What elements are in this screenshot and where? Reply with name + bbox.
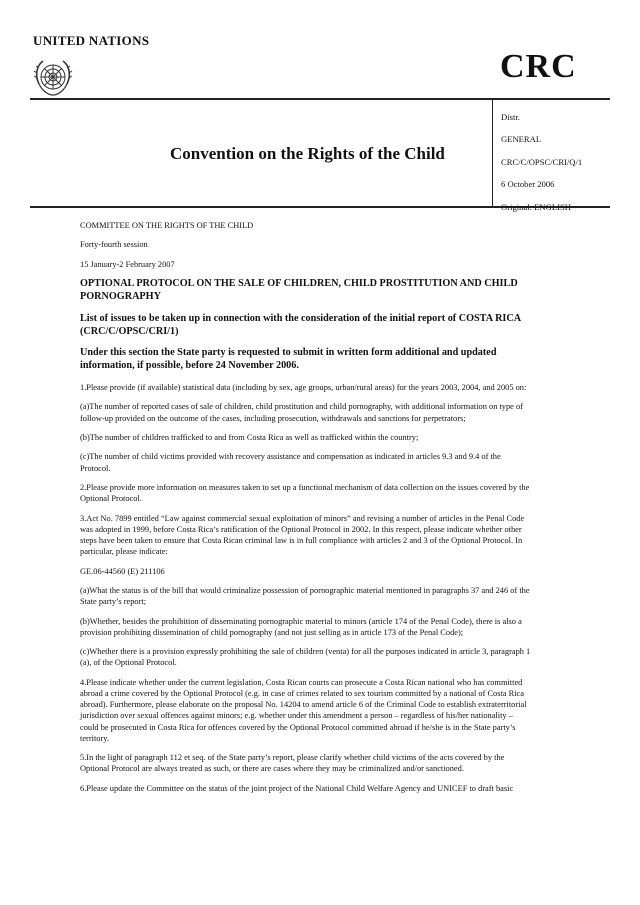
paragraph: 5.In the light of paragraph 112 et seq. of the State party’s report, please clarify whether child victims of the acts covered by the Optional Protocol are always treated as such, or there are cases where they may be criminalized and/or sanctioned. bbox=[80, 753, 505, 774]
header-vertical-divider bbox=[492, 98, 493, 206]
original-language: Original: ENGLISH bbox=[501, 201, 571, 212]
paragraph: 6.Please update the Committee on the status of the joint project of the National Child Welfare Agency and UNICEF to draft basic bbox=[80, 783, 514, 793]
job-number: GE.06-44560 (E) 211106 bbox=[80, 566, 165, 576]
paragraph: 4.Please indicate whether under the current legislation, Costa Rican courts can prosecute a Costa Rican national who has committed abroad a crime covered by the Optional Protocol (e.g. in case of crimes related to sex tourism committed by a national of Costa Rica abroad). Furthermore, please elaborate on the proposal No. 14204 to amend article 6 of the Criminal Code to establish extraterritorial jurisdiction over sexual offences against minors; e.g. whether under this amendment a person – regardless of his/her nationality – could be prosecuted in Costa Rica for offences covered by the Optional Protocol committed abroad if he/she is in the State party’s territory. bbox=[80, 677, 527, 743]
document-body bbox=[80, 220, 532, 802]
paragraph: (b)Whether, besides the prohibition of disseminating pornographic material to minors (article 174 of the Penal Code), there is also a provision prohibiting dissemination of child pornography (and not just selling as in article 173 of the Penal Code); bbox=[80, 616, 522, 637]
paragraph: (c)Whether there is a provision expressly prohibiting the sale of children (venta) for all the purposes indicated in article 3, paragraph 1 (a), of the Optional Protocol. bbox=[80, 647, 531, 668]
organization-name: UNITED NATIONS bbox=[33, 33, 150, 48]
document-symbol: CRC bbox=[500, 48, 577, 85]
paragraph: 2.Please provide more information on measures taken to set up a functional mechanism of data collection on the issues covered by the Optional Protocol. bbox=[80, 482, 530, 504]
distribution-label: Distr. bbox=[501, 112, 520, 122]
document-code: CRC/C/OPSC/CRI/Q/1 bbox=[501, 156, 583, 167]
session-dates: 15 January-2 February 2007 bbox=[80, 259, 175, 269]
paragraph: 1.Please provide (if available) statistical data (including by sex, age groups, urban/rural areas) for the years 2003, 2004, and 2005 on: bbox=[80, 382, 527, 392]
paragraph: (a)What the status is of the bill that would criminalize possession of pornographic material mentioned in paragraphs 37 and 246 of the State party’s report; bbox=[80, 585, 530, 607]
convention-title: Convention on the Rights of the Child bbox=[170, 144, 445, 163]
protocol-heading: OPTIONAL PROTOCOL ON THE SALE OF CHILDREN, CHILD PROSTITUTION AND CHILD PORNOGRAPHY bbox=[80, 278, 518, 302]
section-heading: Under this section the State party is requested to submit in written form additional and updated information, if possible, before 24 November 2006. bbox=[80, 347, 497, 372]
document-date: 6 October 2006 bbox=[501, 179, 555, 190]
paragraph: (b)The number of children trafficked to and from Costa Rica as well as trafficked within the country; bbox=[80, 432, 419, 442]
session-name: Forty-fourth session bbox=[80, 240, 148, 250]
un-emblem-icon bbox=[31, 56, 75, 100]
paragraph: (a)The number of reported cases of sale of children, child prostitution and child pornography, with additional information on type of follow-up provided on the outcome of the cases, including prosecution, withdrawals and sanctions for perpetrators; bbox=[80, 402, 523, 423]
committee-name: COMMITTEE ON THE RIGHTS OF THE CHILD bbox=[80, 221, 254, 230]
list-heading: List of issues to be taken up in connection with the consideration of the initial report of COSTA RICA (CRC/C/OPSC/CRI/1) bbox=[80, 312, 521, 337]
top-divider bbox=[30, 98, 610, 100]
paragraph: 3.Act No. 7899 entitled “Law against commercial sexual exploitation of minors” and revising a number of articles in the Penal Code was adopted in 1999, before Costa Rica’s ratification of the Optional Protocol in 2002. In this respect, please indicate whether other steps have been taken to ensure that Costa Rican criminal law is in full compliance with articles 2 and 3 of the Optional Protocol. In particular, please indicate: bbox=[80, 513, 525, 557]
document-metadata bbox=[501, 106, 582, 218]
paragraph: (c)The number of child victims provided with recovery assistance and compensation as indicated in articles 9.3 and 9.4 of the Protocol. bbox=[80, 452, 501, 473]
distribution-value: GENERAL bbox=[501, 134, 542, 145]
